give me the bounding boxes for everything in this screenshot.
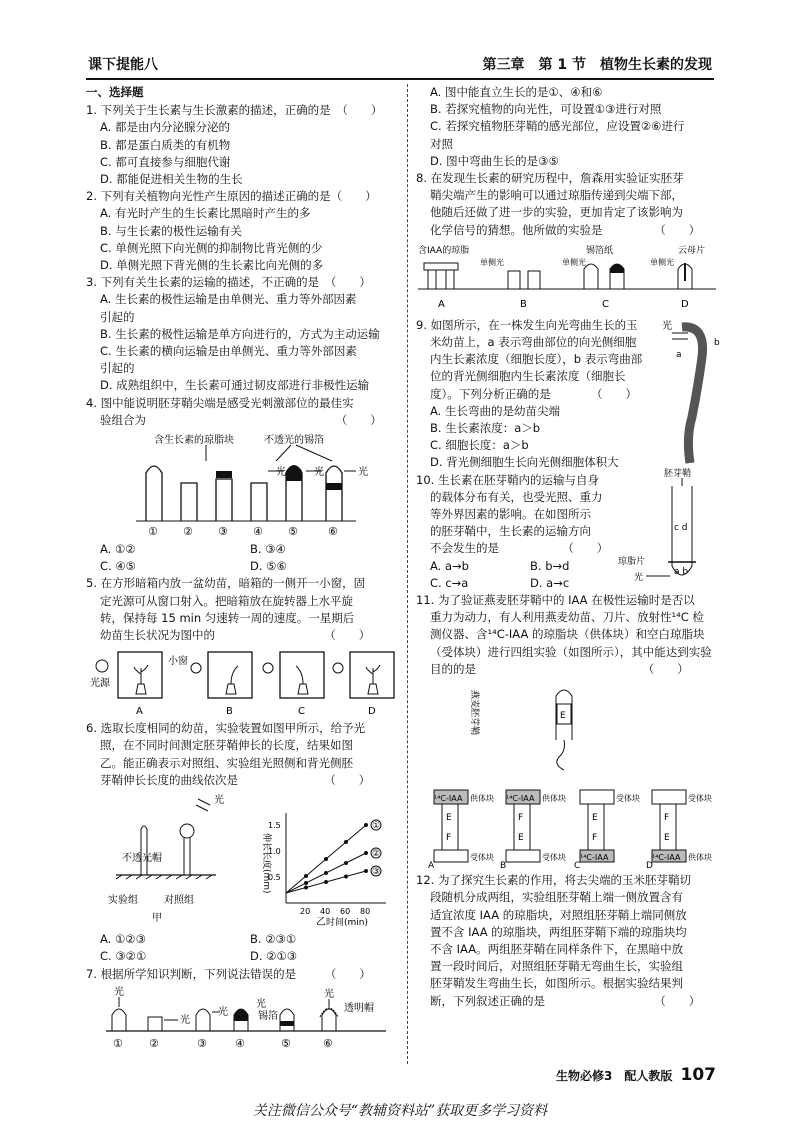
q4-light-2: 光 <box>314 467 324 479</box>
q11-line-2: 重力为动力，有人利用燕麦幼苗、刀片、放射性¹⁴C 检 <box>430 610 704 625</box>
q6-option-c: C. ③②① <box>100 949 147 964</box>
q7-num-4: ④ <box>235 1036 245 1050</box>
q11-letter-c: C <box>574 861 581 871</box>
q2-option-d: D. 单侧光照下背光侧的生长素比向光侧的多 <box>100 258 324 273</box>
header-rule <box>86 78 714 80</box>
q6-line-1: 6. 选取长度相同的幼苗，实验装置如图甲所示，给予光 <box>86 721 366 736</box>
question-1 <box>86 102 400 188</box>
page-header <box>88 48 712 74</box>
q6-options-row-2 <box>86 948 400 965</box>
q1-option-c: C. 都可直接参与细胞代谢 <box>100 154 231 169</box>
q10-option-b: B. b→d <box>530 558 570 573</box>
q7-option-c: C. 若探究植物胚芽鞘的感光部位，应设置②⑥进行 <box>430 119 685 134</box>
q7-light-5: 光 <box>324 988 334 1000</box>
q8-letter-b: B <box>520 298 527 310</box>
q12-line-5: 不含 IAA。两组胚芽鞘在同样条件下，在黑暗中放 <box>430 941 684 956</box>
q10-line-3: 等外界因素的影响。在如图所示 <box>430 507 591 522</box>
q7-num-5: ⑤ <box>281 1036 291 1050</box>
q3-option-d: D. 成熟组织中，生长素可通过韧皮部进行非极性运输 <box>100 378 370 393</box>
q11-d-e: E <box>664 833 670 844</box>
q8-label-iaa: 含IAA的琼脂 <box>418 245 470 256</box>
q7-light-2: 光 <box>180 1014 190 1026</box>
q12-line-4: 置不含 IAA 的琼脂块，两组胚芽鞘下端的琼脂块均 <box>430 924 687 939</box>
q6-point <box>324 880 328 884</box>
q11-line-5: 目的的是 （ ） <box>430 661 689 676</box>
q6-point <box>304 874 308 878</box>
q7-num-3: ③ <box>197 1036 207 1050</box>
q5-figure <box>86 646 396 718</box>
q9-b-label: b <box>714 337 720 348</box>
q9-figure <box>662 317 722 467</box>
q9-option-d: D. 背光侧细胞生长向光侧细胞体积大 <box>430 455 619 470</box>
q11-oat-label: 燕麦胚芽鞘 <box>469 690 479 736</box>
q11-d-iaa: ¹⁴C-IAA <box>652 853 681 863</box>
q11-figure <box>416 680 722 870</box>
q6-chart <box>261 813 386 928</box>
q11-letter-d: D <box>646 861 653 871</box>
q10-figure <box>612 466 722 596</box>
q11-a-e: E <box>446 813 452 824</box>
q1-stem: 1. 下列关于生长素与生长激素的描述，正确的是 （ ） <box>86 103 383 118</box>
q7-stem: 7. 根据所学知识判断，下列说法错误的是 （ ） <box>86 966 371 981</box>
question-10 <box>416 468 722 592</box>
q8-line-2: 鞘尖端产生的影响可以通过琼脂传递到尖端下部， <box>430 188 683 203</box>
q12-line-6: 置一段时间后，对照组胚芽鞘无弯曲生长，实验组 <box>430 959 683 974</box>
q9-line-3: 内生长素浓度（细胞长度），b 表示弯曲部 <box>430 352 643 367</box>
q2-option-b: B. 与生长素的极性运输有关 <box>100 223 242 238</box>
q3-option-b: B. 生长素的极性运输是单方向进行的，方式为主动运输 <box>100 326 380 341</box>
q4-num-1: ① <box>148 525 158 539</box>
q6-jia-label: 甲 <box>152 913 162 925</box>
q9-option-b: B. 生长素浓度：a＞b <box>430 421 541 436</box>
q3-option-a: A. 生长素的极性运输是由单侧光、重力等外部因素 <box>100 292 357 307</box>
q7-cap-label: 透明帽 <box>344 1002 374 1014</box>
q3-option-c: C. 生长素的横向运输是由单侧光、重力等外部因素 <box>100 344 357 359</box>
q6-point <box>364 823 368 827</box>
q11-c-iaa: ¹⁴C-IAA <box>580 853 609 863</box>
q12-line-8: 断，下列叙述正确的是 （ ） <box>430 993 701 1008</box>
q9-line-4: 位的背光侧细胞内生长素浓度（细胞长 <box>430 369 626 384</box>
question-2 <box>86 188 400 274</box>
q5-letter-a: A <box>136 706 143 718</box>
q11-letter-b: B <box>500 861 507 871</box>
q7-light-3: 光 <box>218 1006 228 1018</box>
q7-option-a: A. 图中能直立生长的是①、④和⑥ <box>430 85 603 99</box>
q1-option-d: D. 都能促进相关生物的生长 <box>100 172 243 187</box>
q9-option-a: A. 生长弯曲的是幼苗尖端 <box>430 403 560 418</box>
q4-num-6: ⑥ <box>328 525 338 539</box>
q10-line-1: 10. 生长素在胚芽鞘内的运输与自身 <box>416 472 599 487</box>
section-title: 一、选择题 <box>86 85 144 99</box>
q9-line-2: 米幼苗上，a 表示弯曲部位的向光侧细胞 <box>430 335 637 350</box>
question-5 <box>86 575 400 718</box>
q5-light-source: 光源 <box>90 678 110 690</box>
q2-option-c: C. 单侧光照下向光侧的抑制物比背光侧的少 <box>100 240 323 255</box>
q6-light-label: 光 <box>214 795 224 807</box>
q1-option-a: A. 都是由内分泌腺分泌的 <box>100 120 230 135</box>
q1-option-b: B. 都是蛋白质类的有机物 <box>100 137 231 152</box>
left-column <box>86 84 400 1053</box>
q7-num-1: ① <box>113 1036 123 1050</box>
q6-line-4: 芽鞘伸长长度的曲线依次是 （ ） <box>100 772 371 787</box>
q3-stem: 3. 下列有关生长素的运输的描述，不正确的是 （ ） <box>86 275 371 290</box>
q11-c-f: F <box>592 833 598 844</box>
q6-yi-label: 乙 <box>316 917 326 929</box>
q8-letter-a: A <box>438 298 445 310</box>
q4-option-b: B. ③④ <box>250 542 286 557</box>
q6-point <box>364 869 368 873</box>
q6-y-tick: 0.5 <box>268 873 281 883</box>
q11-b-iaa: ¹⁴C-IAA <box>506 794 535 804</box>
q10-options-row-1 <box>416 558 630 575</box>
q12-line-2: 段随机分成两组，实验组胚芽鞘上端一侧放置含有 <box>430 890 683 905</box>
q6-control-label: 对照组 <box>164 895 194 907</box>
q6-x-label: 时间(min) <box>326 918 368 929</box>
header-left: 课下提能八 <box>88 57 158 73</box>
q11-b-receiver: 受体块 <box>542 853 566 863</box>
footer-subject: 生物必修3 配人教版 <box>556 1069 673 1083</box>
question-3 <box>86 274 400 394</box>
q4-option-d: D. ⑤⑥ <box>250 559 287 574</box>
q6-figure <box>86 791 396 929</box>
q3-option-a-cont: 引起的 <box>100 309 135 324</box>
q6-curve-label: ② <box>372 849 381 860</box>
q10-ab-label: a b <box>674 566 689 577</box>
q10-option-d: D. a→c <box>530 575 570 590</box>
q12-line-7: 胚芽鞘发生弯曲生长，如图所示。根据实验结果判 <box>430 976 683 991</box>
q11-c-receiver: 受体块 <box>616 794 640 804</box>
q8-label-tin: 锡箔纸 <box>586 245 614 256</box>
q11-a-donor: 供体块 <box>470 794 494 804</box>
q5-letter-d: D <box>368 706 376 718</box>
q11-line-3: 测仪器、含¹⁴C-IAA 的琼脂块（供体块）和空白琼脂块 <box>430 627 705 642</box>
q6-point <box>344 840 348 844</box>
q6-point <box>304 881 308 885</box>
q11-b-f: F <box>518 813 524 824</box>
q7-figure <box>86 985 396 1051</box>
q7-num-6: ⑥ <box>323 1036 333 1050</box>
q8-side-b: 单侧光 <box>480 257 504 267</box>
q6-option-b: B. ②③① <box>250 932 297 947</box>
column-divider <box>407 84 408 1064</box>
q2-option-a: A. 有光时产生的生长素比黑暗时产生的多 <box>100 206 311 221</box>
q5-window-label: 小窗 <box>168 656 188 668</box>
q6-point <box>324 857 328 861</box>
question-9 <box>416 317 722 472</box>
q10-line-5: 不会发生的是 （ ） <box>430 541 609 556</box>
q6-x-tick: 60 <box>340 907 351 917</box>
q11-a-iaa: ¹⁴C-IAA <box>434 794 463 804</box>
footer-page-number: 107 <box>680 1065 716 1085</box>
q6-y-tick: 1.5 <box>268 821 281 831</box>
q4-label-foil: 不透光的锡箔 <box>264 435 324 447</box>
q6-point <box>344 861 348 865</box>
question-8 <box>416 170 722 315</box>
q4-stem-1: 4. 图中能说明胚芽鞘尖端是感受光刺激部位的最佳实 <box>86 395 354 410</box>
question-11 <box>416 592 722 870</box>
q10-option-a: A. a→b <box>430 558 469 573</box>
q6-option-d: D. ②①③ <box>250 949 298 964</box>
q8-letter-d: D <box>681 298 689 310</box>
q4-num-3: ③ <box>218 525 228 539</box>
q10-option-c: C. c→a <box>430 575 469 590</box>
q6-x-tick: 40 <box>320 907 331 917</box>
q11-oat-e: E <box>560 711 566 722</box>
q12-line-1: 12. 为了探究生长素的作用，将去尖端的玉米胚芽鞘切 <box>416 873 691 888</box>
q9-option-c: C. 细胞长度：a＞b <box>430 438 529 453</box>
q6-line-2: 照，在不同时间测定胚芽鞘伸长的长度，结果如图 <box>100 738 353 753</box>
q8-side-d: 单侧光 <box>650 257 674 267</box>
q11-letter-a: A <box>428 861 435 871</box>
q4-option-a: A. ①② <box>100 542 136 557</box>
q6-point <box>344 875 348 879</box>
q12-line-3: 适宜浓度 IAA 的琼脂块，对照组胚芽鞘上端同侧放 <box>430 907 687 922</box>
q6-point <box>324 871 328 875</box>
question-7 <box>86 966 400 1051</box>
q8-line-4: 化学信号的猜想。他所做的实验是 （ ） <box>430 222 701 237</box>
q4-light-1: 光 <box>276 467 286 479</box>
q8-side-c: 单侧光 <box>562 257 586 267</box>
header-right: 第三章 第 1 节 植物生长素的发现 <box>482 57 712 73</box>
q6-line-3: 乙。能正确表示对照组、实验组光照侧和背光侧胚 <box>100 755 353 770</box>
q6-option-a: A. ①②③ <box>100 932 146 947</box>
q4-num-5: ⑤ <box>288 525 298 539</box>
q5-letter-c: C <box>298 706 305 718</box>
q11-b-donor: 供体块 <box>542 794 566 804</box>
q6-x-tick: 80 <box>360 907 371 917</box>
page-footer <box>556 1065 716 1085</box>
q6-x-tick: 20 <box>300 907 311 917</box>
q11-a-f: F <box>446 833 452 844</box>
q4-num-4: ④ <box>253 525 263 539</box>
q11-d-receiver: 受体块 <box>688 794 712 804</box>
q9-light-label: 光 <box>662 320 672 332</box>
q11-line-1: 11. 为了验证燕麦胚芽鞘中的 IAA 在极性运输时是否以 <box>416 593 695 608</box>
q10-options-row-2 <box>416 575 630 592</box>
q5-line-3: 转，保持每 15 min 匀速转一周的速度。一星期后 <box>100 610 355 625</box>
q6-point <box>304 886 308 890</box>
q7-option-c-cont: 对照 <box>430 136 453 151</box>
q9-line-1: 9. 如图所示，在一株发生向光弯曲生长的玉 <box>416 317 638 332</box>
q10-coleoptile-label: 胚芽鞘 <box>664 468 692 479</box>
q6-curve-label: ① <box>372 821 381 832</box>
q11-d-f: F <box>664 813 670 824</box>
q4-stem-2: 验组合为 （ ） <box>100 412 382 427</box>
q5-line-1: 5. 在方形暗箱内放一盆幼苗，暗箱的一侧开一小窗，固 <box>86 576 366 591</box>
q4-light-3: 光 <box>358 467 368 479</box>
q9-line-5: 度）。下列分析正确的是 （ ） <box>430 386 637 401</box>
q11-c-e: E <box>592 813 598 824</box>
question-6 <box>86 720 400 965</box>
q6-curve-label: ③ <box>372 867 381 878</box>
q7-light-4: 光 <box>256 998 266 1010</box>
q8-line-3: 他随后还做了进一步的实验，更加肯定了该影响为 <box>430 205 683 220</box>
q7-num-2: ② <box>149 1036 159 1050</box>
q11-a-receiver: 受体块 <box>470 853 494 863</box>
q8-label-mica: 云母片 <box>678 245 706 256</box>
q11-line-4: （受体块）进行四组实验（如图所示），其中能达到实验 <box>430 644 712 659</box>
q7-option-d: D. 图中弯曲生长的是③⑤ <box>430 153 559 168</box>
q8-line-1: 8. 在发现生长素的研究历程中，詹森用实验证实胚芽 <box>416 171 684 186</box>
q4-option-c: C. ④⑤ <box>100 559 136 574</box>
q4-options-row-1 <box>86 541 400 558</box>
q4-num-2: ② <box>183 525 193 539</box>
q6-y-label: 伸长长度(mm) <box>261 833 271 894</box>
q3-option-c-cont: 引起的 <box>100 361 135 376</box>
q11-d-donor: 供体块 <box>688 853 712 863</box>
q9-a-label: a <box>676 349 682 360</box>
q10-light-label: 光 <box>634 572 644 583</box>
q6-point <box>364 851 368 855</box>
q5-letter-b: B <box>226 706 233 718</box>
q10-line-4: 的胚芽鞘中，生长素的运输方向 <box>430 524 591 539</box>
q4-label-agar: 含生长素的琼脂块 <box>154 435 234 447</box>
q6-cap-label: 不透光帽 <box>122 853 162 865</box>
q6-y-tick: 1.0 <box>268 847 281 857</box>
q10-agar-label: 琼脂片 <box>618 556 646 567</box>
q10-cd-label: c d <box>674 522 688 533</box>
right-column <box>416 84 722 1010</box>
q6-options-row-1 <box>86 931 400 948</box>
q4-figure <box>86 431 396 539</box>
q7-tin-label: 锡箔 <box>258 1010 278 1022</box>
q4-options-row-2 <box>86 558 400 575</box>
q8-figure <box>416 241 722 315</box>
q6-experiment-label: 实验组 <box>108 895 138 907</box>
question-12 <box>416 872 722 1010</box>
bottom-note: 关注微信公众号“教辅资料站”获取更多学习资料 <box>252 1103 548 1119</box>
q5-line-4: 幼苗生长状况为图中的 （ ） <box>100 628 371 643</box>
q11-b-e: E <box>518 833 524 844</box>
q7-option-b: B. 若探究植物的向光性，可设置①③进行对照 <box>430 102 662 117</box>
q8-letter-c: C <box>602 298 609 310</box>
question-4 <box>86 395 400 576</box>
q7-light-1: 光 <box>114 986 124 998</box>
q10-line-2: 的载体分布有关，也受光照、重力 <box>430 489 603 504</box>
q2-stem: 2. 下列有关植物向光性产生原因的描述正确的是（ ） <box>86 189 377 204</box>
q5-line-2: 定光源可从窗口射入。把暗箱放在旋转器上水平旋 <box>100 593 353 608</box>
